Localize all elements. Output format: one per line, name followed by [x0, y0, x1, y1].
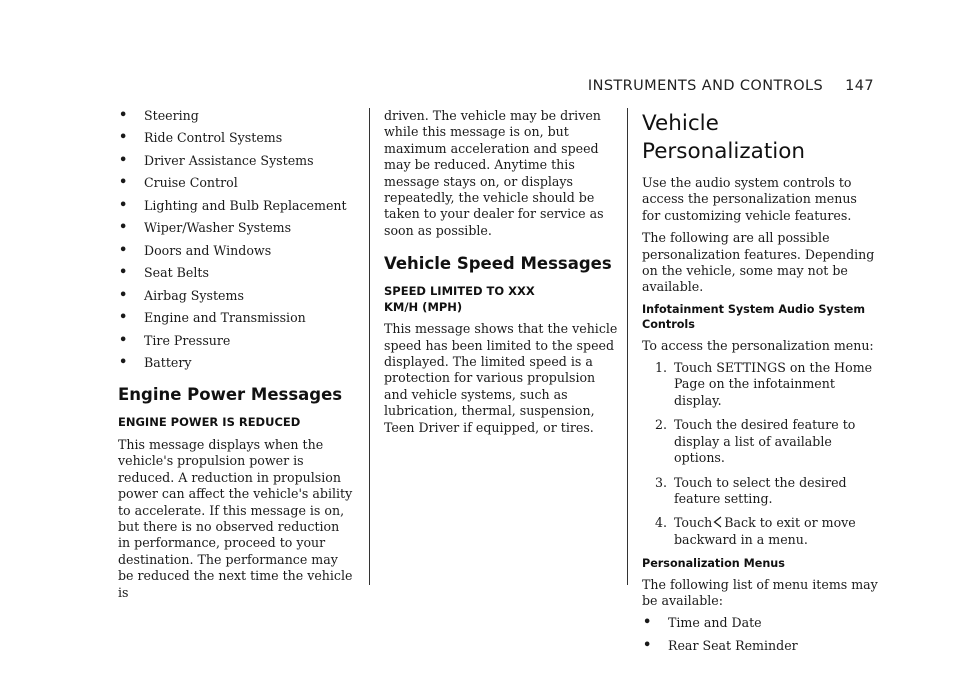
bullet-icon: • [119, 108, 128, 123]
list-item [118, 265, 354, 281]
list-item-text: Driver Assistance Systems [144, 152, 314, 168]
personalization-menus-heading: Personalization Menus [642, 557, 785, 571]
bullet-icon: • [119, 332, 128, 348]
column-divider [369, 108, 370, 585]
step-number: 2. [655, 417, 668, 433]
list-item [118, 198, 354, 214]
step-number: 3. [655, 474, 668, 490]
list-item-text: Ride Control Systems [144, 130, 283, 146]
list-item [118, 288, 354, 304]
engine-power-subheading: ENGINE POWER IS REDUCED [118, 415, 301, 430]
list-item-text: Steering [144, 108, 199, 123]
list-item-text: Seat Belts [144, 265, 209, 281]
bullet-icon: • [119, 242, 128, 258]
bullet-icon: • [119, 197, 128, 213]
bullet-icon: • [643, 615, 652, 631]
list-item [118, 310, 354, 326]
list-item-text: Rear Seat Reminder [668, 637, 798, 653]
page-header [588, 78, 874, 94]
step-text: Touch the desired feature to display a list of available options. [674, 417, 856, 466]
speed-messages-heading: Vehicle Speed Messages [384, 254, 612, 274]
menu-items-paragraph: The following list of menu items may be available: [642, 576, 878, 608]
step-item [642, 360, 878, 409]
bullet-icon: • [119, 265, 128, 281]
list-item [118, 220, 354, 236]
bullet-icon: • [643, 637, 652, 653]
list-item [118, 243, 354, 259]
topic-list [118, 108, 354, 371]
bullet-icon: • [119, 310, 128, 326]
list-item-text: Doors and Windows [144, 242, 272, 258]
bullet-icon: • [119, 130, 128, 146]
page-number: 147 [845, 78, 874, 94]
list-item-text: Airbag Systems [144, 287, 244, 303]
speed-limited-subheading [384, 284, 620, 315]
list-item [118, 355, 354, 371]
speed-limited-paragraph: This message shows that the vehicle speed has been limited to the speed displayed. The limited speed is a protection for various propulsion and vehicle systems, such as lubrication, thermal, suspension, Teen Driver if equipped, or tires. [384, 321, 618, 435]
list-item [118, 333, 354, 349]
access-paragraph: To access the personalization menu: [642, 337, 874, 353]
engine-power-paragraph: This message displays when the vehicle's propulsion power is reduced. A reduction in propulsion power can affect the vehicle's ability to accelerate. If this message is on, but there is no observed reduction in performance, proceed to your destination. The performance may be reduced the next time the vehicle is [118, 436, 353, 600]
step-text: Touch to select the desired feature setting. [674, 474, 847, 506]
list-item-text: Lighting and Bulb Replacement [144, 197, 347, 213]
subheading-line: KM/H (MPH) [384, 299, 463, 314]
list-item [642, 638, 878, 654]
list-item-text: Engine and Transmission [144, 310, 306, 326]
bullet-icon: • [119, 354, 128, 370]
list-item [642, 615, 878, 631]
column-3 [642, 110, 878, 660]
personalization-title: Vehicle Personalization [642, 111, 806, 164]
step-item [642, 417, 878, 466]
step-item [642, 475, 878, 508]
column-1 [118, 108, 354, 607]
list-item-text: Time and Date [668, 615, 762, 631]
steps-list [642, 360, 878, 548]
list-item-text: Tire Pressure [144, 332, 231, 348]
column-divider [627, 108, 628, 585]
step-text: Touch SETTINGS on the Home Page on the infotainment display. [674, 360, 873, 408]
bullet-icon: • [119, 220, 128, 236]
list-item [118, 130, 354, 146]
bullet-icon: • [119, 152, 128, 168]
list-item [118, 108, 354, 124]
step-number: 4. [655, 515, 668, 531]
continued-paragraph: driven. The vehicle may be driven while this message is on, but maximum acceleration and speed may be reduced. Anytime this message stays on, or displays repeatedly, the vehicle should be taken to your dealer for service as soon as possible. [384, 108, 604, 238]
menu-items-list [642, 615, 878, 654]
list-item [118, 153, 354, 169]
list-item-text: Wiper/Washer Systems [144, 220, 292, 236]
infotainment-heading: Infotainment System Audio System Controls [642, 302, 865, 332]
step-item [642, 515, 878, 548]
subheading-line: SPEED LIMITED TO XXX [384, 284, 535, 299]
section-title: INSTRUMENTS AND CONTROLS [587, 78, 824, 94]
column-2 [384, 108, 620, 442]
list-item-text: Battery [144, 354, 192, 370]
step-number: 1. [655, 360, 668, 376]
intro-paragraph: Use the audio system controls to access the personalization menus for customizing vehicle features. [642, 175, 857, 223]
list-item-text: Cruise Control [144, 175, 238, 191]
step-text-post: Back to exit or move backward in a menu. [674, 515, 856, 547]
back-chevron-icon [713, 516, 722, 528]
engine-power-heading: Engine Power Messages [118, 385, 343, 405]
bullet-icon: • [119, 287, 128, 303]
list-item [118, 175, 354, 191]
bullet-icon: • [119, 175, 128, 191]
features-paragraph: The following are all possible personalization features. Depending on the vehicle, some may not be available. [642, 230, 875, 295]
step-text-pre: Touch [674, 515, 713, 531]
